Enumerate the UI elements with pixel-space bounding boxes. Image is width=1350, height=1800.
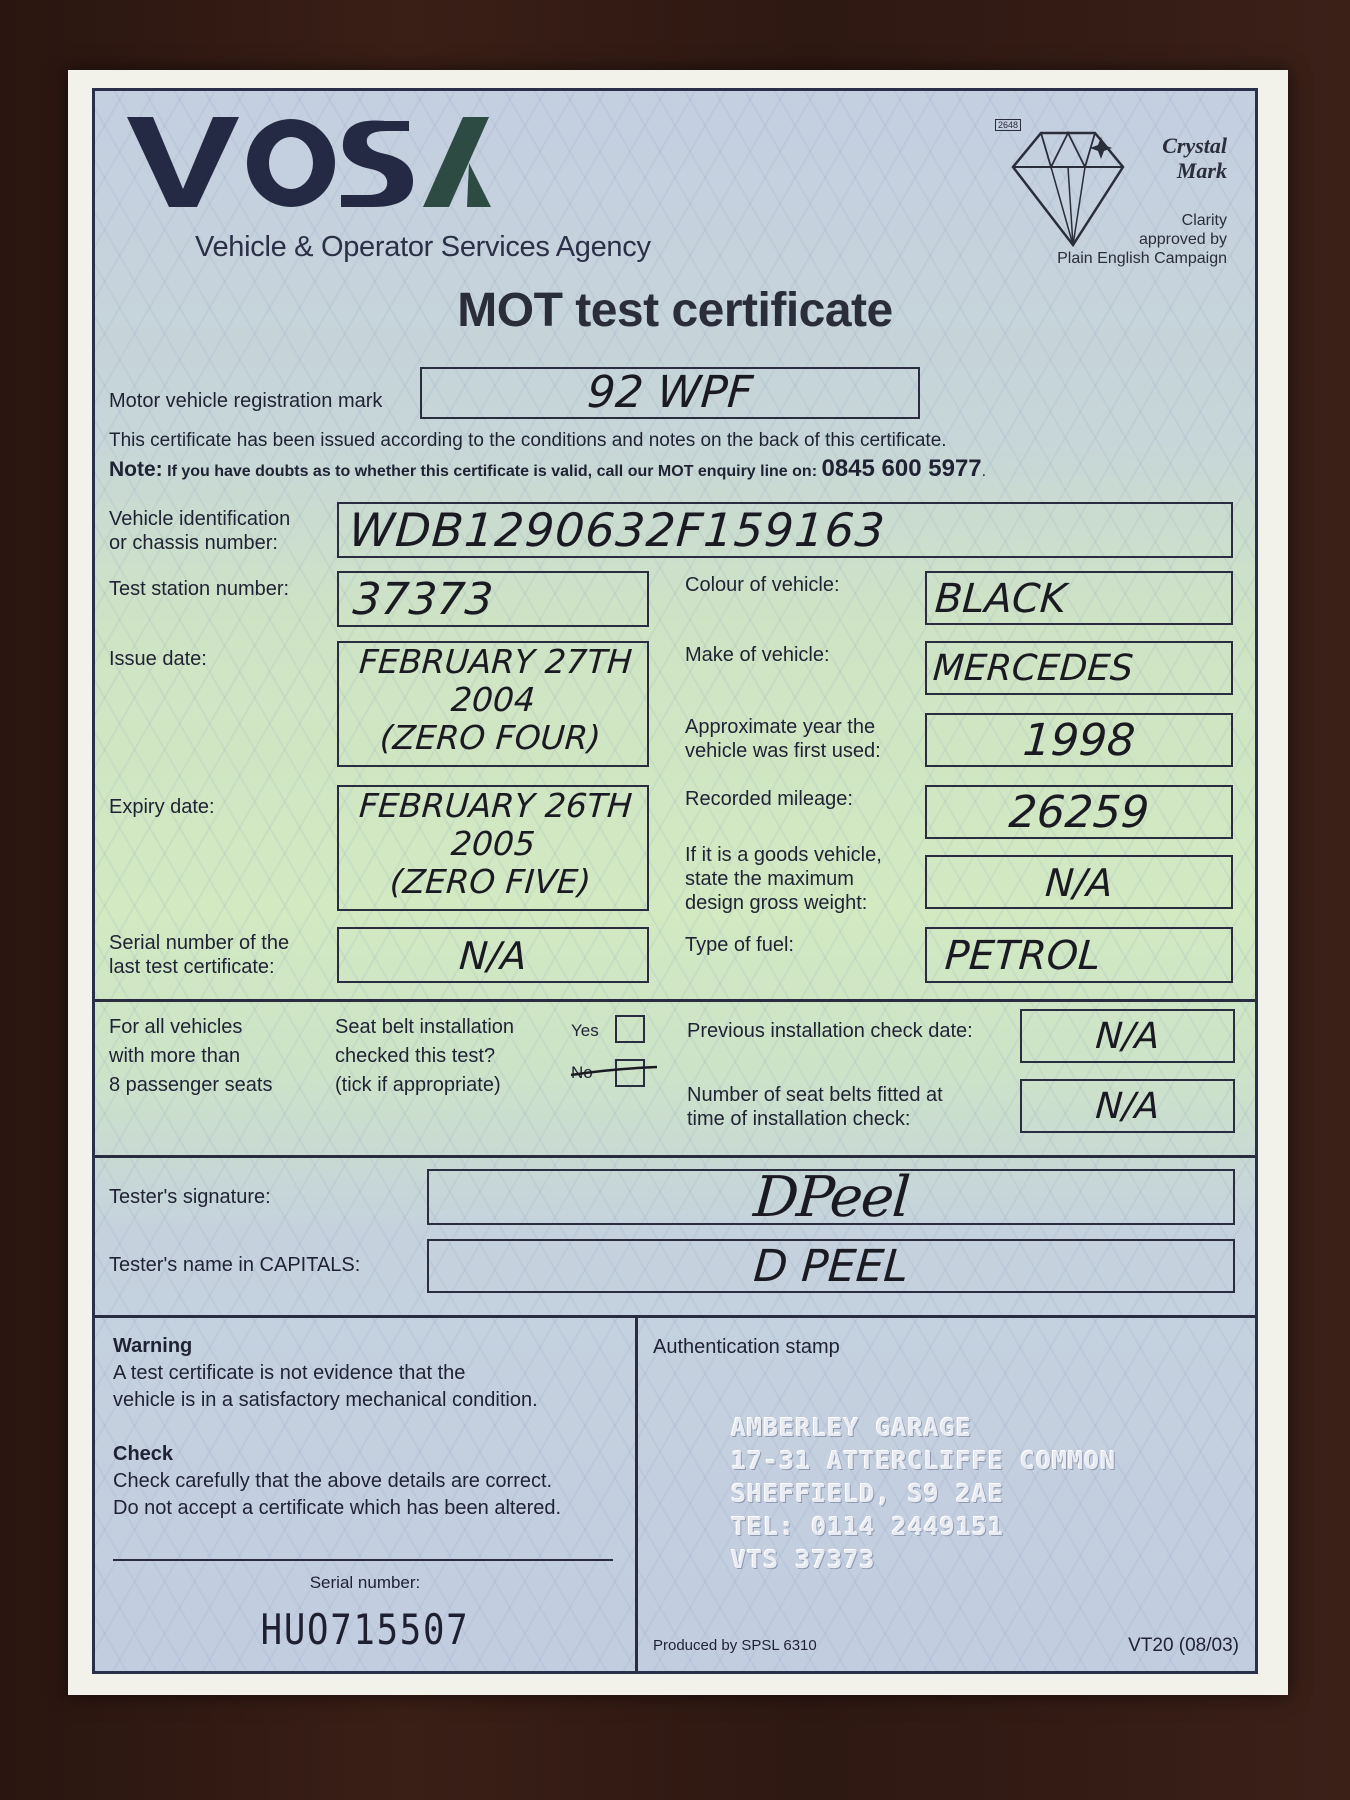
fuel-value: PETROL	[943, 933, 1102, 979]
seatbelt-vehicles-3: 8 passenger seats	[109, 1074, 273, 1096]
signature-box	[427, 1165, 1235, 1230]
stamp-label: Authentication stamp	[653, 1336, 840, 1358]
certificate-paper	[68, 70, 1288, 1695]
stamp-line-3: SHEFFIELD, S9 2AE	[731, 1479, 1004, 1508]
form-code: VT20 (08/03)	[1128, 1635, 1239, 1656]
mileage-label: Recorded mileage:	[685, 788, 853, 810]
stamp-line-1: AMBERLEY GARAGE	[731, 1413, 972, 1442]
vin-box	[337, 502, 1233, 558]
goods-label-3: design gross weight:	[685, 892, 868, 914]
registration-value: 92 WPF	[585, 367, 755, 418]
certificate-title: MOT test certificate	[457, 284, 893, 337]
expiry-date-line1: FEBRUARY 26TH	[357, 786, 634, 825]
authentication-stamp	[731, 1411, 1116, 1576]
crystal-mark-title-2: Mark	[1176, 158, 1227, 183]
make-label: Make of vehicle:	[685, 644, 830, 666]
colour-label: Colour of vehicle:	[685, 574, 840, 596]
expiry-date-line3: (ZERO FIVE)	[388, 862, 593, 901]
serial-last-label-2: last test certificate:	[109, 956, 275, 978]
seatbelt-yes-label: Yes	[571, 1021, 599, 1040]
num-belts-value: N/A	[1094, 1086, 1161, 1127]
issue-date-line2: 2004	[449, 680, 537, 719]
prev-check-value: N/A	[1094, 1016, 1161, 1057]
serial-number-label: Serial number:	[309, 1573, 421, 1592]
produced-by: Produced by SPSL 6310	[653, 1637, 817, 1654]
station-label: Test station number:	[109, 578, 290, 600]
tester-name-label: Tester's name in CAPITALS:	[109, 1254, 361, 1276]
make-box	[925, 641, 1233, 695]
crystal-mark-caption-2: approved by	[1138, 231, 1227, 248]
crystal-mark-title-1: Crystal	[1162, 133, 1227, 158]
warning-line-1: A test certificate is not evidence that the	[113, 1362, 466, 1384]
registration-box	[420, 367, 920, 419]
fuel-label: Type of fuel:	[685, 934, 794, 956]
vin-label-1: Vehicle identification	[109, 508, 291, 530]
check-title: Check	[113, 1443, 174, 1465]
expiry-date-box	[337, 785, 649, 911]
divider-footer-vertical	[635, 1315, 638, 1674]
certificate-frame	[92, 88, 1258, 1674]
prev-check-label: Previous installation check date:	[687, 1020, 973, 1042]
year-value: 1998	[1021, 715, 1137, 766]
stamp-line-4: TEL: 0114 2449151	[731, 1512, 1004, 1541]
prev-check-box	[1020, 1009, 1235, 1063]
divider-tester-top	[95, 1155, 1255, 1158]
seatbelt-question-2: checked this test?	[335, 1045, 496, 1067]
note-label: Note:	[109, 458, 163, 481]
seatbelt-no-strike-mark	[569, 1059, 659, 1089]
year-label-1: Approximate year the	[685, 716, 876, 738]
goods-value: N/A	[1043, 861, 1115, 905]
issued-conditions-text: This certificate has been issued according to the conditions and notes on the back of this certificate.	[109, 430, 947, 451]
station-box	[337, 571, 649, 627]
tester-name-value: D PEEL	[751, 1241, 911, 1292]
signature-label: Tester's signature:	[109, 1186, 271, 1208]
vosa-logo	[123, 103, 503, 213]
seatbelt-question-3: (tick if appropriate)	[335, 1074, 501, 1096]
vin-value: WDB1290632F159163	[347, 503, 888, 557]
issue-date-line3: (ZERO FOUR)	[378, 718, 603, 757]
tester-name-box	[427, 1239, 1235, 1293]
expiry-date-label: Expiry date:	[109, 796, 215, 818]
issue-date-line1: FEBRUARY 27TH	[357, 642, 634, 681]
stamp-line-5: VTS 37373	[731, 1545, 876, 1574]
colour-box	[925, 571, 1233, 625]
num-belts-label-1: Number of seat belts fitted at	[687, 1084, 943, 1106]
check-line-2: Do not accept a certificate which has been altered.	[113, 1497, 562, 1519]
tester-signature: DPeel	[751, 1165, 911, 1230]
divider-seatbelts-top	[95, 999, 1255, 1002]
warning-line-2: vehicle is in a satisfactory mechanical condition.	[113, 1389, 538, 1411]
goods-label-2: state the maximum	[685, 868, 854, 890]
seatbelt-question-1: Seat belt installation	[335, 1016, 515, 1038]
serial-number-value: HUO715507	[260, 1605, 470, 1654]
registration-label: Motor vehicle registration mark	[109, 390, 383, 412]
divider-footer-top	[95, 1315, 1255, 1318]
note-text: If you have doubts as to whether this certificate is valid, call our MOT enquiry line on:	[167, 463, 818, 480]
crystal-mark-number: 2648	[995, 119, 1021, 131]
issue-date-label: Issue date:	[109, 648, 207, 670]
seatbelt-vehicles-2: with more than	[109, 1045, 241, 1067]
colour-value: BLACK	[933, 576, 1068, 622]
enquiry-phone: 0845 600 5977	[821, 455, 982, 482]
crystal-mark	[995, 113, 1235, 293]
issue-date-box	[337, 641, 649, 767]
seatbelt-yes-checkbox[interactable]	[615, 1015, 645, 1043]
seatbelt-vehicles-1: For all vehicles	[109, 1016, 243, 1038]
num-belts-box	[1020, 1079, 1235, 1133]
station-value: 37373	[351, 574, 495, 625]
agency-name: Vehicle & Operator Services Agency	[195, 231, 651, 263]
phone-period: .	[981, 463, 987, 480]
serial-divider	[113, 1559, 613, 1561]
serial-last-box	[337, 927, 649, 983]
fuel-box	[925, 927, 1233, 983]
goods-label-1: If it is a goods vehicle,	[685, 844, 882, 866]
serial-last-value: N/A	[457, 934, 529, 978]
serial-last-label-1: Serial number of the	[109, 932, 290, 954]
year-label-2: vehicle was first used:	[685, 740, 881, 762]
goods-box	[925, 855, 1233, 909]
mileage-box	[925, 785, 1233, 839]
make-value: MERCEDES	[931, 648, 1135, 689]
mileage-value: 26259	[1007, 787, 1151, 838]
expiry-date-line2: 2005	[449, 824, 537, 863]
vin-label-2: or chassis number:	[109, 532, 278, 554]
year-box	[925, 713, 1233, 767]
warning-title: Warning	[113, 1335, 193, 1357]
seatbelt-no-label: No	[571, 1063, 593, 1082]
crystal-mark-caption-3: Plain English Campaign	[1057, 250, 1227, 267]
crystal-mark-caption-1: Clarity	[1181, 212, 1227, 229]
check-line-1: Check carefully that the above details are correct.	[113, 1470, 553, 1492]
num-belts-label-2: time of installation check:	[687, 1108, 911, 1130]
stamp-line-2: 17-31 ATTERCLIFFE COMMON	[731, 1446, 1117, 1475]
